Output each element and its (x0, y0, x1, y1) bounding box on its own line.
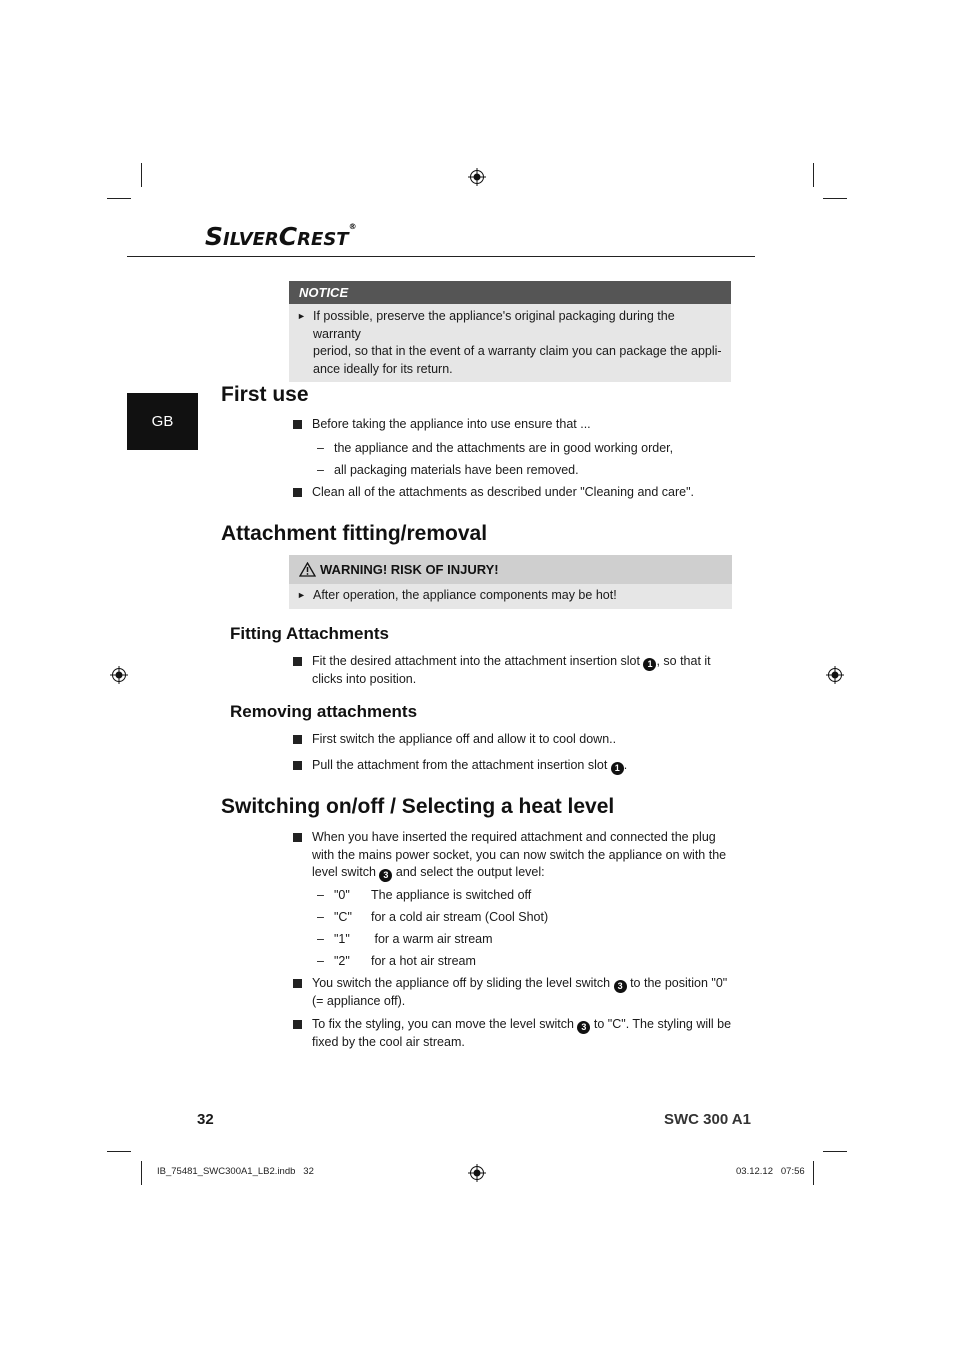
crop-mark (141, 1161, 142, 1185)
section-title-attachment: Attachment fitting/removal (221, 522, 488, 545)
page-number: 32 (197, 1111, 214, 1128)
crop-mark (823, 198, 847, 199)
list-item: To fix the styling, you can move the level switch 3 to "C". The styling will be fixed by the cool air stream. (293, 1016, 733, 1052)
crop-mark (813, 1161, 814, 1185)
file-slug: IB_75481_SWC300A1_LB2.indb 32 (157, 1166, 314, 1177)
arrow-bullet-icon: ► (297, 311, 306, 321)
crop-mark (107, 198, 131, 199)
notice-line: period, so that in the event of a warranty claim you can package the appli- (313, 344, 722, 358)
callout-number: 1 (611, 762, 624, 775)
registration-mark-icon (826, 666, 844, 684)
callout-number: 1 (643, 658, 656, 671)
callout-number: 3 (379, 869, 392, 882)
registration-mark-icon (468, 168, 486, 186)
square-bullet-icon (293, 735, 302, 744)
arrow-bullet-icon: ► (297, 590, 306, 600)
crop-mark (823, 1151, 847, 1152)
list-item: – "C" for a cold air stream (Cool Shot) (317, 910, 549, 924)
list-item: When you have inserted the required attachment and connected the plug with the mains power socket, you can now switch the appliance on with the level switch 3 and select the output level: (293, 829, 733, 882)
list-item: First switch the appliance off and allow it to cool down.. (293, 731, 733, 749)
notice-heading: NOTICE (289, 281, 731, 304)
brand-logo: SILVERCREST® (205, 222, 357, 251)
notice-line: If possible, preserve the appliance's original packaging during the warranty (313, 309, 675, 341)
list-item: – "1" for a warm air stream (317, 932, 493, 946)
callout-number: 3 (614, 980, 627, 993)
list-item: You switch the appliance off by sliding the level switch 3 to the position "0" (= appliance off). (293, 975, 733, 1011)
square-bullet-icon (293, 420, 302, 429)
list-item: – "0" The appliance is switched off (317, 888, 532, 902)
subsection-title-fitting: Fitting Attachments (230, 624, 389, 643)
square-bullet-icon (293, 488, 302, 497)
warning-text: After operation, the appliance components may be hot! (313, 588, 617, 602)
registration-mark-icon (110, 666, 128, 684)
list-item: Before taking the appliance into use ensure that ... (293, 416, 733, 434)
crop-mark (107, 1151, 131, 1152)
callout-number: 3 (577, 1021, 590, 1034)
header-rule (127, 256, 755, 257)
section-title-first-use: First use (221, 383, 309, 406)
notice-box (289, 281, 731, 382)
list-item: Pull the attachment from the attachment insertion slot 1 . (293, 757, 733, 775)
list-item: – all packaging materials have been removed. (317, 463, 579, 477)
warning-box (289, 555, 732, 609)
square-bullet-icon (293, 979, 302, 988)
list-item: Clean all of the attachments as described under "Cleaning and care". (293, 484, 733, 502)
square-bullet-icon (293, 1020, 302, 1029)
square-bullet-icon (293, 833, 302, 842)
crop-mark (813, 163, 814, 187)
crop-mark (141, 163, 142, 187)
model-number: SWC 300 A1 (664, 1111, 751, 1128)
square-bullet-icon (293, 657, 302, 666)
language-tab: GB (127, 393, 198, 450)
list-item: Fit the desired attachment into the attachment insertion slot 1 , so that it clicks into position. (293, 653, 733, 689)
warning-triangle-icon (299, 562, 316, 577)
list-item: – "2" for a hot air stream (317, 954, 476, 968)
square-bullet-icon (293, 761, 302, 770)
date-slug: 03.12.12 07:56 (736, 1166, 805, 1177)
section-title-switching: Switching on/off / Selecting a heat level (221, 795, 615, 818)
list-item: – the appliance and the attachments are in good working order, (317, 441, 674, 455)
subsection-title-removing: Removing attachments (230, 702, 418, 721)
warning-heading: WARNING! RISK OF INJURY! (320, 562, 499, 577)
registration-mark-icon (468, 1164, 486, 1182)
notice-line: ance ideally for its return. (313, 361, 453, 376)
